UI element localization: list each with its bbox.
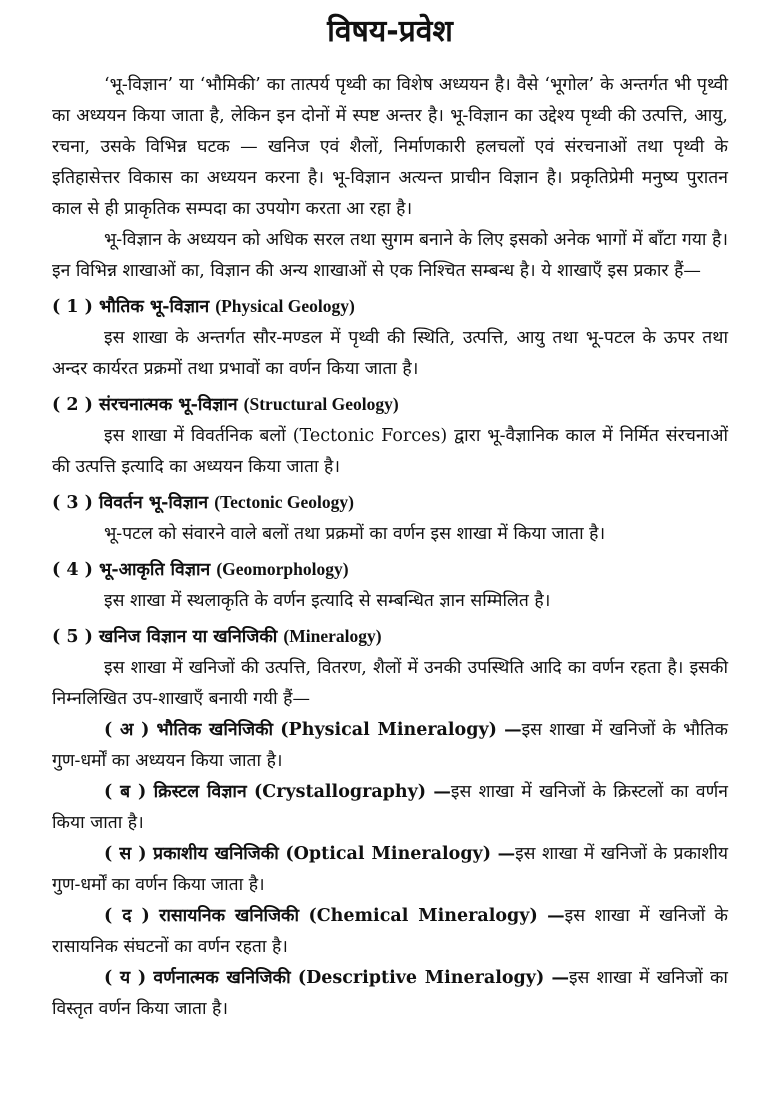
em-dash: — [551, 968, 569, 988]
section-english-title: (Tectonic Geology) [214, 492, 354, 512]
section-hindi-title: खनिज विज्ञान या खनिजिकी [99, 627, 278, 647]
page-title: विषय-प्रवेश [327, 14, 453, 49]
section-body-structural-geology: इस शाखा में विवर्तनिक बलों (Tectonic Forces) द्वारा भू-वैज्ञानिक काल में निर्मित संरचनाओं की उत्पत्ति इत्यादि का अध्ययन किया जाता है। [52, 426, 728, 477]
subsection-body: इस शाखा में खनिजों के प्रकाशीय गुण-धर्मों का वर्णन किया जाता है। [52, 844, 729, 895]
section-number: ( 1 ) [52, 297, 93, 317]
subsection-physical-mineralogy [52, 715, 728, 777]
subsection-english-title: (Chemical Mineralogy) [308, 906, 538, 926]
em-dash: — [504, 720, 522, 740]
section-heading-structural-geology [52, 389, 728, 421]
subsection-english-title: (Physical Mineralogy) [280, 720, 497, 740]
section-body-geomorphology: इस शाखा में स्थलाकृति के वर्णन इत्यादि से सम्बन्धित ज्ञान सम्मिलित है। [104, 591, 551, 611]
section-number: ( 2 ) [52, 395, 93, 415]
section-hindi-title: भू-आकृति विज्ञान [99, 560, 211, 580]
intro-paragraph-1: ‘भू-विज्ञान’ या ‘भौमिकी’ का तात्पर्य पृथ्वी का विशेष अध्ययन है। वैसे ‘भूगोल’ के अन्तर्गत भी पृथ्वी का अध्ययन किया जाता है, लेकिन इन दोनों में स्पष्ट अन्तर है। भू-विज्ञान का उद्देश्य पृथ्वी की उत्पत्ति, आयु, रचना, उसके विभिन्न घटक — खनिज एवं शैलों, निर्माणकारी हलचलों एवं संरचनाओं तथा पृथ्वी के इतिहासेत्तर विकास का अध्ययन करना है। भू-विज्ञान अत्यन्त प्राचीन विज्ञान है। प्रकृतिप्रेमी मनुष्य पुरातन काल से ही प्राकृतिक सम्पदा का उपयोग करता आ रहा है। [52, 75, 728, 219]
subsection-hindi-title: रासायनिक खनिजिकी [159, 906, 300, 926]
subsection-optical-mineralogy [52, 839, 728, 901]
subsection-hindi-title: प्रकाशीय खनिजिकी [153, 844, 279, 864]
subsection-body: इस शाखा में खनिजों के रासायनिक संघटनों का वर्णन रहता है। [52, 906, 728, 957]
section-english-title: (Structural Geology) [243, 394, 399, 414]
subsection-letter: ( ब ) [104, 782, 147, 802]
section-number: ( 4 ) [52, 560, 93, 580]
section-body-mineralogy: इस शाखा में खनिजों की उत्पत्ति, वितरण, शैलों में उनकी उपस्थिति आदि का वर्णन रहता है। इसकी निम्नलिखित उप-शाखाएँ बनायी गयी हैं— [52, 658, 728, 709]
subsection-english-title: (Crystallography) [254, 782, 427, 802]
section-english-title: (Mineralogy) [283, 626, 382, 646]
section-hindi-title: विवर्तन भू-विज्ञान [99, 493, 209, 513]
section-hindi-title: भौतिक भू-विज्ञान [99, 297, 210, 317]
section-english-title: (Geomorphology) [216, 559, 349, 579]
section-hindi-title: संरचनात्मक भू-विज्ञान [99, 395, 238, 415]
subsection-english-title: (Optical Mineralogy) [285, 844, 491, 864]
subsection-english-title: (Descriptive Mineralogy) [297, 968, 545, 988]
intro-paragraph-2: भू-विज्ञान के अध्ययन को अधिक सरल तथा सुगम बनाने के लिए इसको अनेक भागों में बाँटा गया है। इन विभिन्न शाखाओं का, विज्ञान की अन्य शाखाओं से एक निश्चित सम्बन्ध है। ये शाखाएँ इस प्रकार हैं— [52, 230, 728, 281]
subsection-hindi-title: वर्णनात्मक खनिजिकी [153, 968, 291, 988]
section-number: ( 5 ) [52, 627, 93, 647]
subsection-chemical-mineralogy [52, 901, 728, 963]
subsection-body: इस शाखा में खनिजों का विस्तृत वर्णन किया जाता है। [52, 968, 728, 1019]
section-body-tectonic-geology: भू-पटल को संवारने वाले बलों तथा प्रक्रमों का वर्णन इस शाखा में किया जाता है। [104, 524, 606, 544]
subsection-hindi-title: भौतिक खनिजिकी [156, 720, 274, 740]
subsection-letter: ( य ) [104, 968, 147, 988]
section-body-physical-geology: इस शाखा के अन्तर्गत सौर-मण्डल में पृथ्वी की स्थिति, उत्पत्ति, आयु तथा भू-पटल के ऊपर तथा अन्दर कार्यरत प्रक्रमों तथा प्रभावों का वर्णन किया जाता है। [52, 328, 728, 379]
subsection-descriptive-mineralogy [52, 963, 728, 1025]
section-heading-tectonic-geology [52, 487, 728, 519]
subsection-letter: ( द ) [104, 906, 150, 926]
section-english-title: (Physical Geology) [215, 296, 355, 316]
em-dash: — [497, 844, 516, 864]
subsection-letter: ( अ ) [104, 720, 150, 740]
subsection-body: इस शाखा में खनिजों के भौतिक गुण-धर्मों का अध्ययन किया जाता है। [52, 720, 728, 771]
em-dash: — [433, 782, 451, 802]
subsection-hindi-title: क्रिस्टल विज्ञान [153, 782, 247, 802]
subsection-crystallography [52, 777, 728, 839]
em-dash: — [547, 906, 565, 926]
section-heading-physical-geology [52, 291, 728, 323]
subsection-letter: ( स ) [104, 844, 147, 864]
section-heading-geomorphology [52, 554, 728, 586]
section-heading-mineralogy [52, 621, 728, 653]
subsection-body: इस शाखा में खनिजों के क्रिस्टलों का वर्णन किया जाता है। [52, 782, 728, 833]
section-number: ( 3 ) [52, 493, 93, 513]
